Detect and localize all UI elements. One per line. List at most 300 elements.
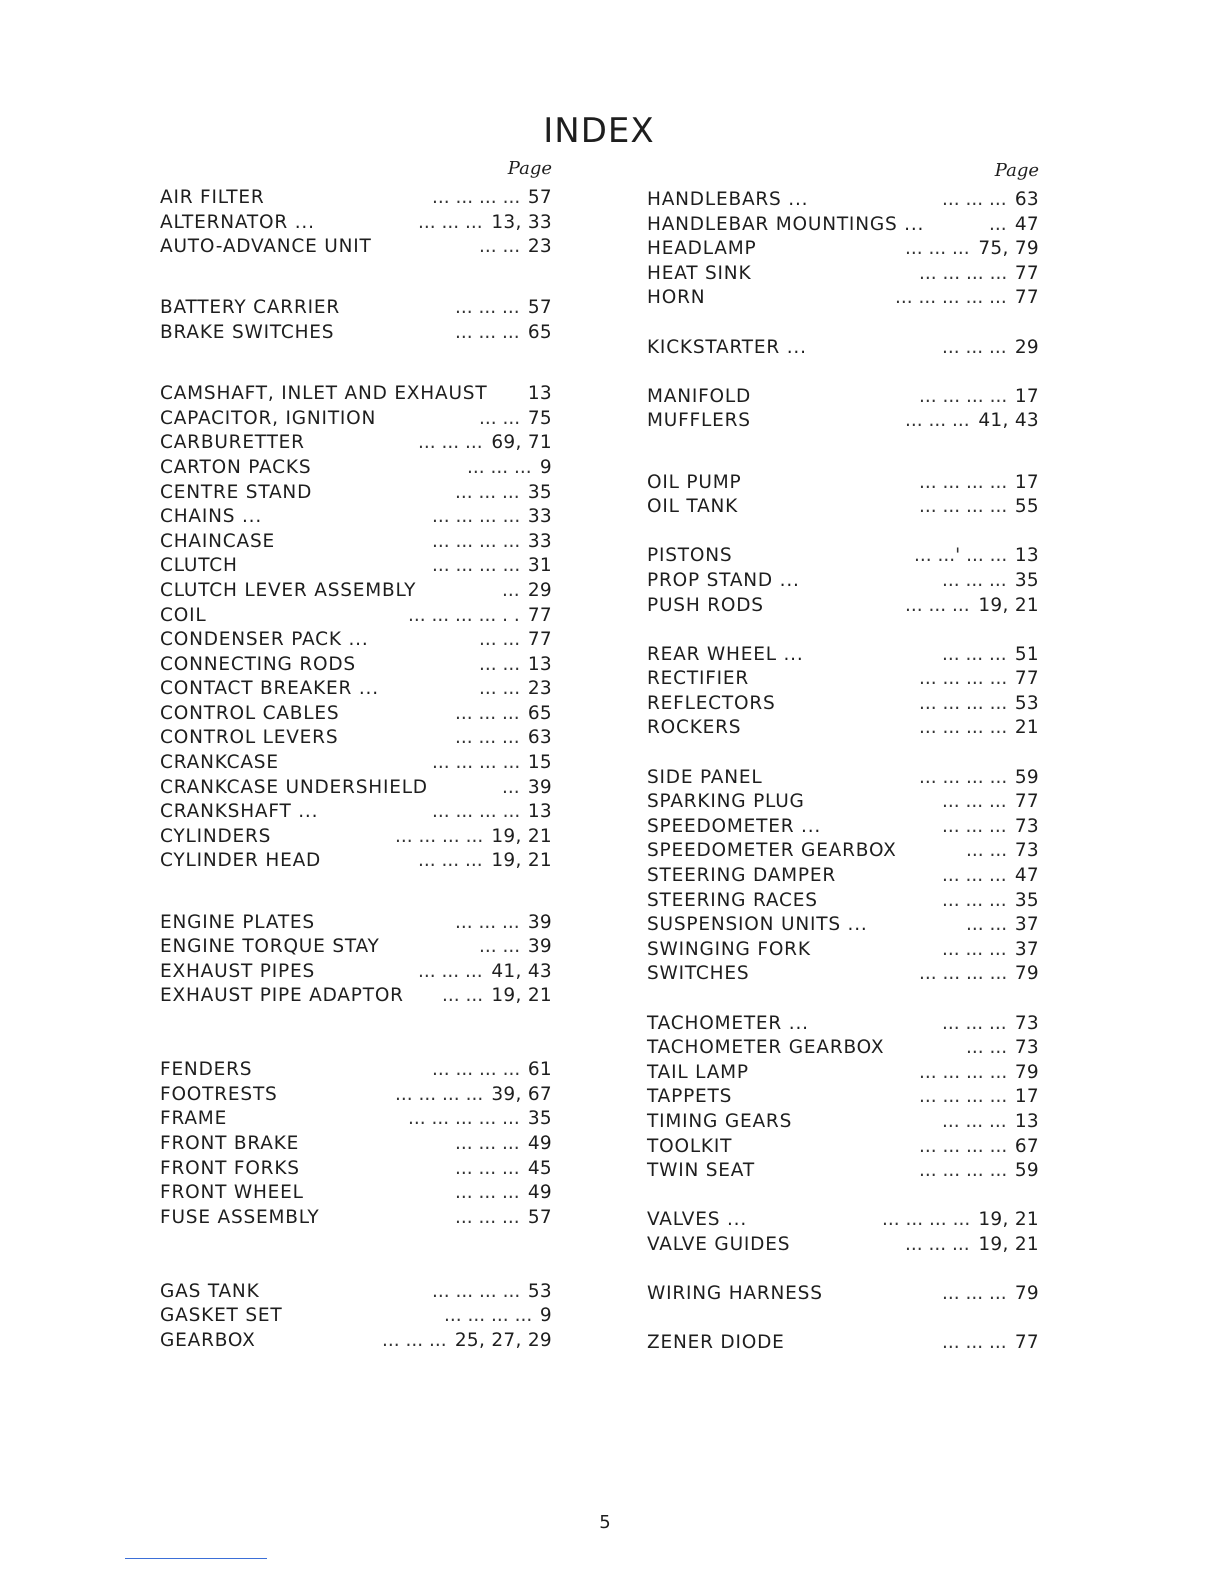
entry-page-numbers: 17 [1014, 471, 1039, 493]
entry-page-numbers: 73 [1014, 1037, 1039, 1059]
index-entry [160, 776, 552, 801]
entry-page-numbers: 47 [1014, 213, 1039, 235]
entry-label: FUSE ASSEMBLY [160, 1206, 320, 1228]
entry-leader-dots: ... ... ... [455, 481, 520, 503]
entry-leader-dots: ... ... [966, 1037, 1008, 1059]
entry-leader-dots: ... ... [479, 629, 521, 651]
entry-page-numbers: 59 [1014, 1160, 1039, 1182]
entry-page-numbers: 33 [527, 530, 552, 552]
entry-page-numbers: 45 [527, 1157, 552, 1179]
entry-leader-dots: ... ... ... [418, 960, 483, 982]
entry-page-numbers: 79 [1014, 1283, 1039, 1305]
entry-spacer [647, 1184, 1039, 1209]
index-entry [160, 431, 552, 456]
index-column-right [647, 158, 1039, 1356]
entry-label: HANDLEBARS ... [647, 189, 809, 210]
entry-page-numbers: 77 [1014, 287, 1039, 309]
entry-leader-dots: ... ... ... [455, 297, 520, 319]
entry-page-numbers: 17 [1014, 385, 1039, 407]
entry-leader-dots: ... ... ... [942, 643, 1007, 665]
entry-label: OIL TANK [647, 496, 739, 518]
entry-spacer [160, 370, 552, 382]
entry-label: SPEEDOMETER GEARBOX [647, 840, 897, 862]
entry-label: FRAME [160, 1108, 228, 1130]
index-entry [160, 186, 552, 211]
index-entry [160, 849, 552, 874]
entry-spacer [647, 459, 1039, 471]
entry-label: WIRING HARNESS [647, 1283, 823, 1305]
entry-leader-dots: ... ... ... [942, 569, 1007, 591]
entry-leader-dots: ... ... ... ... [919, 262, 1008, 284]
index-entry [647, 1233, 1039, 1258]
entry-leader-dots: ... ... [479, 407, 521, 429]
entry-label: EXHAUST PIPES [160, 960, 315, 982]
index-entry [647, 1135, 1039, 1160]
entry-label: BRAKE SWITCHES [160, 321, 335, 343]
entry-label: GAS TANK [160, 1280, 260, 1302]
footer-rule [125, 1558, 267, 1559]
entry-leader-dots: ... ... ... [905, 238, 970, 260]
entry-page-numbers: 77 [1014, 262, 1039, 284]
entry-leader-dots: ... ... ... [942, 889, 1007, 911]
index-entry [160, 604, 552, 629]
entry-leader-dots: ... ... ... ... [395, 1083, 484, 1105]
entry-label: SPARKING PLUG [647, 791, 805, 813]
entry-spacer [160, 1255, 552, 1280]
entry-page-numbers: 13 [527, 653, 552, 675]
entry-label: FRONT FORKS [160, 1157, 300, 1179]
entry-label: AUTO-ADVANCE UNIT [160, 236, 372, 258]
entry-label: HEAT SINK [647, 262, 752, 284]
index-entry [647, 864, 1039, 889]
index-entry [160, 702, 552, 727]
entry-page-numbers: 13, 33 [491, 211, 552, 233]
entry-label: REFLECTORS [647, 692, 776, 714]
entry-leader-dots: ... ... ... [455, 1182, 520, 1204]
index-entry [160, 800, 552, 825]
index-entry [647, 1110, 1039, 1135]
entry-label: ENGINE PLATES [160, 911, 315, 933]
page-column-heading: Page [994, 160, 1039, 181]
entry-leader-dots: ... ... ... [942, 189, 1007, 210]
entry-page-numbers: 73 [1014, 815, 1039, 837]
index-entry [647, 962, 1039, 987]
entry-page-numbers: 37 [1014, 938, 1039, 960]
index-entry [160, 530, 552, 555]
entry-label: CYLINDER HEAD [160, 850, 322, 872]
entry-leader-dots: ... ... ... [467, 456, 532, 478]
entry-leader-dots: ... ... ... [905, 594, 970, 616]
entry-leader-dots: ... ... ... [418, 432, 483, 454]
entry-label: CRANKSHAFT ... [160, 801, 319, 823]
entry-label: PUSH RODS [647, 594, 764, 616]
index-entry [647, 1061, 1039, 1086]
entry-label: GASKET SET [160, 1305, 283, 1327]
entry-leader-dots: ... ... ... [942, 1012, 1007, 1034]
entry-label: CENTRE STAND [160, 481, 313, 503]
index-entry [160, 677, 552, 702]
entry-label: SPEEDOMETER ... [647, 815, 822, 837]
entry-label: ENGINE TORQUE STAY [160, 936, 380, 958]
page-number: 5 [599, 1512, 611, 1533]
entry-page-numbers: 63 [1014, 189, 1039, 210]
entry-leader-dots: ... ... ... ... [432, 555, 521, 577]
page-column-heading: Page [507, 158, 552, 179]
entry-label: CONTACT BREAKER ... [160, 678, 379, 700]
index-entry [647, 286, 1039, 311]
entry-leader-dots: ... ... ... [455, 702, 520, 724]
index-entry [160, 382, 552, 407]
entry-leader-dots: ... ... ... ... [919, 496, 1008, 518]
entry-label: CARBURETTER [160, 432, 305, 454]
entry-leader-dots: ... ... ... ... [919, 471, 1008, 493]
entry-spacer [160, 874, 552, 899]
entry-page-numbers: 29 [1014, 336, 1039, 358]
entry-leader-dots: ... ... ... [942, 1283, 1007, 1305]
entry-leader-dots: ... ... [479, 678, 521, 700]
entry-label: ZENER DIODE [647, 1332, 785, 1354]
index-entry [647, 889, 1039, 914]
entry-leader-dots: ... ... ... [382, 1329, 447, 1351]
entry-label: RECTIFIER [647, 668, 750, 690]
page-title: INDEX [543, 110, 655, 151]
index-entry [160, 505, 552, 530]
entry-label: FOOTRESTS [160, 1083, 278, 1105]
entry-page-numbers: 13 [527, 383, 552, 405]
entry-leader-dots: ... ... ... [418, 211, 483, 233]
entry-leader-dots: ... ... ... [905, 410, 970, 432]
index-entry [647, 815, 1039, 840]
entry-label: TAPPETS [647, 1086, 733, 1108]
entry-page-numbers: 19, 21 [978, 1209, 1039, 1231]
entry-label: CYLINDERS [160, 825, 272, 847]
index-entry [160, 1083, 552, 1108]
index-entry [647, 237, 1039, 262]
entry-leader-dots: ... [502, 579, 520, 601]
entry-page-numbers: 13 [527, 801, 552, 823]
entry-leader-dots: ... [502, 776, 520, 798]
entry-leader-dots: ... ... ... [942, 791, 1007, 813]
index-entry [160, 1132, 552, 1157]
index-entry [160, 1280, 552, 1305]
entry-label: SWINGING FORK [647, 938, 811, 960]
entry-label: CHAINS ... [160, 506, 263, 528]
entry-page-numbers: 73 [1014, 1012, 1039, 1034]
entry-page-numbers: 39 [527, 776, 552, 798]
entry-spacer [160, 260, 552, 285]
entry-page-numbers: 55 [1014, 496, 1039, 518]
entry-label: VALVE GUIDES [647, 1233, 791, 1255]
entry-page-numbers: 57 [527, 187, 552, 208]
index-entry [647, 790, 1039, 815]
entry-leader-dots: ... ... ... [942, 865, 1007, 887]
index-entry [160, 1157, 552, 1182]
entry-label: SIDE PANEL [647, 766, 763, 788]
entry-label: CONNECTING RODS [160, 653, 356, 675]
index-entry [647, 385, 1039, 410]
entry-leader-dots: ... ... ... ... [432, 506, 521, 528]
entry-label: AIR FILTER [160, 187, 265, 208]
entry-spacer [160, 1230, 552, 1255]
index-entry [160, 296, 552, 321]
index-entry [160, 1107, 552, 1132]
index-entry [647, 262, 1039, 287]
index-entry [647, 1036, 1039, 1061]
entry-page-numbers: 75 [527, 407, 552, 429]
index-entry [160, 1206, 552, 1231]
index-column-left [160, 156, 552, 1353]
entry-leader-dots: ... ... ... ... [432, 187, 521, 208]
entry-leader-dots: ... ... ... ... [919, 1160, 1008, 1182]
index-entry [647, 495, 1039, 520]
entry-page-numbers: 39 [527, 911, 552, 933]
entry-leader-dots: ... ... ... ... [432, 1059, 521, 1081]
entry-page-numbers: 35 [1014, 569, 1039, 591]
entry-leader-dots: ... ...' ... ... [914, 545, 1008, 567]
entry-leader-dots: ... ... ... [942, 1332, 1007, 1354]
entry-label: CONTROL LEVERS [160, 727, 339, 749]
entry-page-numbers: 15 [527, 752, 552, 774]
entry-page-numbers: 79 [1014, 1061, 1039, 1083]
entry-leader-dots: ... ... ... [455, 321, 520, 343]
entry-leader-dots: ... ... ... [942, 938, 1007, 960]
index-entries-right [647, 188, 1039, 1356]
entry-label: SUSPENSION UNITS ... [647, 914, 868, 936]
entry-leader-dots: ... ... ... ... [432, 801, 521, 823]
entry-page-numbers: 49 [527, 1182, 552, 1204]
entry-label: STEERING DAMPER [647, 865, 837, 887]
index-entry [647, 1159, 1039, 1184]
entry-page-numbers: 41, 43 [978, 410, 1039, 432]
entry-leader-dots: ... ... ... [455, 727, 520, 749]
entry-spacer [160, 284, 552, 296]
entry-spacer [647, 618, 1039, 643]
entry-spacer [160, 1034, 552, 1059]
index-entry [160, 984, 552, 1009]
entry-label: HANDLEBAR MOUNTINGS ... [647, 213, 925, 235]
index-entry [647, 188, 1039, 213]
entry-label: CAMSHAFT, INLET AND EXHAUST [160, 383, 488, 405]
index-entry [160, 321, 552, 346]
entry-page-numbers: 35 [527, 481, 552, 503]
entry-page-numbers: 19, 21 [491, 850, 552, 872]
entry-page-numbers: 13 [1014, 545, 1039, 567]
entry-leader-dots: ... ... ... [455, 1157, 520, 1179]
index-entry [160, 911, 552, 936]
entry-page-numbers: 77 [1014, 1332, 1039, 1354]
entry-leader-dots: ... ... ... ... [919, 1135, 1008, 1157]
index-entry [647, 1085, 1039, 1110]
index-entry [160, 1304, 552, 1329]
entry-label: CHAINCASE [160, 530, 275, 552]
entry-label: BATTERY CARRIER [160, 297, 341, 319]
index-entry [647, 913, 1039, 938]
entry-page-numbers: 77 [1014, 791, 1039, 813]
entry-label: HEADLAMP [647, 238, 757, 260]
entry-label: CLUTCH LEVER ASSEMBLY [160, 579, 417, 601]
index-entry [160, 407, 552, 432]
entry-page-numbers: 63 [527, 727, 552, 749]
entry-leader-dots: ... ... ... [942, 336, 1007, 358]
entry-label: TOOLKIT [647, 1135, 733, 1157]
index-entry [647, 1282, 1039, 1307]
entry-leader-dots: ... [989, 213, 1007, 235]
index-entry [647, 839, 1039, 864]
entry-leader-dots: ... ... [442, 985, 484, 1007]
entry-page-numbers: 49 [527, 1132, 552, 1154]
entry-spacer [160, 1009, 552, 1034]
entry-spacer [647, 311, 1039, 336]
entry-label: TIMING GEARS [647, 1110, 793, 1132]
index-entry [160, 456, 552, 481]
entry-leader-dots: ... ... [966, 840, 1008, 862]
entry-leader-dots: ... ... ... ... [919, 385, 1008, 407]
entry-label: MANIFOLD [647, 385, 752, 407]
entry-label: SWITCHES [647, 963, 750, 985]
entry-spacer [647, 987, 1039, 1012]
entry-page-numbers: 39, 67 [491, 1083, 552, 1105]
entry-page-numbers: 39 [527, 936, 552, 958]
entry-page-numbers: 57 [527, 297, 552, 319]
entry-label: STEERING RACES [647, 889, 818, 911]
entry-leader-dots: ... ... ... ... [432, 752, 521, 774]
entry-page-numbers: 59 [1014, 766, 1039, 788]
entry-page-numbers: 35 [527, 1108, 552, 1130]
index-entry [647, 594, 1039, 619]
index-entry [647, 471, 1039, 496]
index-entry [647, 1208, 1039, 1233]
entry-page-numbers: 77 [527, 604, 552, 626]
entry-label: ROCKERS [647, 717, 742, 739]
entry-leader-dots: ... ... ... ... [882, 1209, 971, 1231]
index-entry [647, 1012, 1039, 1037]
index-entry [160, 554, 552, 579]
entry-page-numbers: 61 [527, 1059, 552, 1081]
entry-leader-dots: ... ... ... ... [919, 766, 1008, 788]
entry-page-numbers: 37 [1014, 914, 1039, 936]
entry-leader-dots: ... ... [479, 936, 521, 958]
entry-leader-dots: ... ... ... ... ... [895, 287, 1007, 309]
entry-label: PISTONS [647, 545, 733, 567]
entry-leader-dots: ... ... ... ... [919, 1086, 1008, 1108]
entry-label: FRONT BRAKE [160, 1132, 300, 1154]
entry-leader-dots: ... ... ... ... [432, 1280, 521, 1302]
entry-spacer [647, 434, 1039, 459]
index-entry [647, 938, 1039, 963]
index-entry [647, 409, 1039, 434]
entry-spacer [647, 520, 1039, 545]
entry-leader-dots: ... ... ... ... [919, 1061, 1008, 1083]
entry-page-numbers: 41, 43 [491, 960, 552, 982]
index-entry [160, 235, 552, 260]
entry-page-numbers: 35 [1014, 889, 1039, 911]
index-entries-left [160, 186, 552, 1353]
entry-page-numbers: 19, 21 [491, 825, 552, 847]
index-entry [647, 544, 1039, 569]
entry-page-numbers: 19, 21 [978, 1233, 1039, 1255]
entry-page-numbers: 57 [527, 1206, 552, 1228]
entry-label: COIL [160, 604, 207, 626]
entry-page-numbers: 51 [1014, 643, 1039, 665]
entry-spacer [160, 346, 552, 371]
entry-page-numbers: 79 [1014, 963, 1039, 985]
entry-leader-dots: ... ... ... [942, 815, 1007, 837]
entry-label: REAR WHEEL ... [647, 643, 804, 665]
entry-page-numbers: 65 [527, 702, 552, 724]
entry-leader-dots: ... ... ... [455, 911, 520, 933]
entry-leader-dots: ... ... ... ... ... [408, 1108, 520, 1130]
entry-leader-dots: ... ... ... ... [919, 668, 1008, 690]
entry-leader-dots: ... ... ... [455, 1132, 520, 1154]
entry-page-numbers: 77 [527, 629, 552, 651]
entry-label: TACHOMETER GEARBOX [647, 1037, 885, 1059]
index-entry [160, 628, 552, 653]
index-entry [647, 643, 1039, 668]
entry-page-numbers: 25, 27, 29 [454, 1329, 552, 1351]
entry-leader-dots: ... ... ... ... [919, 692, 1008, 714]
index-entry [160, 1181, 552, 1206]
entry-page-numbers: 9 [539, 456, 552, 478]
entry-label: VALVES ... [647, 1209, 748, 1231]
entry-spacer [647, 360, 1039, 385]
index-entry [647, 692, 1039, 717]
index-entry [160, 935, 552, 960]
entry-label: EXHAUST PIPE ADAPTOR [160, 985, 404, 1007]
entry-spacer [647, 1258, 1039, 1283]
entry-page-numbers: 21 [1014, 717, 1039, 739]
entry-label: HORN [647, 287, 706, 309]
entry-label: CONTROL CABLES [160, 702, 340, 724]
index-entry [647, 1331, 1039, 1356]
index-entry [647, 766, 1039, 791]
entry-label: ALTERNATOR ... [160, 211, 315, 233]
entry-page-numbers: 23 [527, 236, 552, 258]
entry-spacer [647, 741, 1039, 766]
entry-leader-dots: ... ... ... ... . . [408, 604, 520, 626]
entry-spacer [160, 899, 552, 911]
entry-label: FRONT WHEEL [160, 1182, 304, 1204]
entry-page-numbers: 19, 21 [491, 985, 552, 1007]
entry-leader-dots: ... ... ... ... [919, 963, 1008, 985]
entry-label: MUFFLERS [647, 410, 751, 432]
entry-page-numbers: 53 [527, 1280, 552, 1302]
index-entry [160, 653, 552, 678]
entry-page-numbers: 65 [527, 321, 552, 343]
entry-page-numbers: 53 [1014, 692, 1039, 714]
entry-label: FENDERS [160, 1059, 253, 1081]
entry-leader-dots: ... ... ... ... [444, 1305, 533, 1327]
index-entry [647, 716, 1039, 741]
index-entry [647, 569, 1039, 594]
entry-page-numbers: 75, 79 [978, 238, 1039, 260]
entry-label: GEARBOX [160, 1329, 256, 1351]
entry-page-numbers: 77 [1014, 668, 1039, 690]
entry-leader-dots: ... ... ... ... [395, 825, 484, 847]
entry-page-numbers: 31 [527, 555, 552, 577]
entry-label: CLUTCH [160, 555, 238, 577]
entry-page-numbers: 67 [1014, 1135, 1039, 1157]
entry-page-numbers: 13 [1014, 1110, 1039, 1132]
entry-leader-dots: ... ... ... ... [919, 717, 1008, 739]
entry-leader-dots: ... ... ... [455, 1206, 520, 1228]
index-entry [160, 211, 552, 236]
index-entry [160, 960, 552, 985]
index-entry [647, 667, 1039, 692]
index-entry [160, 751, 552, 776]
entry-page-numbers: 33 [527, 506, 552, 528]
entry-page-numbers: 17 [1014, 1086, 1039, 1108]
entry-leader-dots: ... ... ... [905, 1233, 970, 1255]
